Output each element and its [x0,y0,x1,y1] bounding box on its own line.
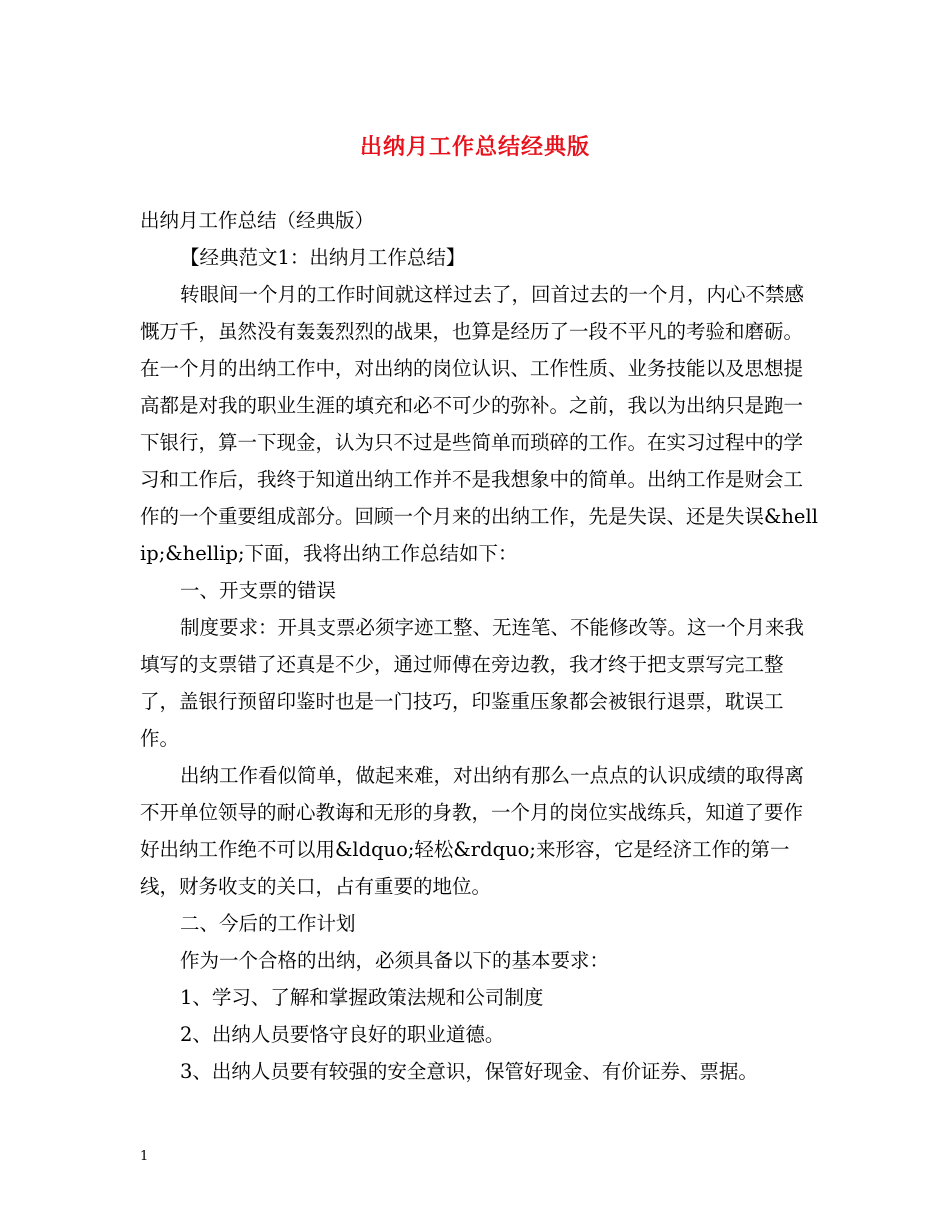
page-number: 1 [140,1149,149,1164]
document-body [140,202,820,1090]
list-item-2: 2、出纳人员要恪守良好的职业道德。 [180,1023,505,1046]
document-subtitle: 出纳月工作总结（经典版） [140,209,375,232]
list-item-1: 1、学习、了解和掌握政策法规和公司制度 [180,986,544,1009]
paragraph-intro: 转眼间一个月的工作时间就这样过去了，回首过去的一个月，内心不禁感慨万千，虽然没有轰轰烈烈的战果，也算是经历了一段不平凡的考验和磨砺。在一个月的出纳工作中，对出纳的岗位认识、工作性质、业务技能以及思想提高都是对我的职业生涯的填充和必不可少的弥补。之前，我以为出纳只是跑一下银行，算一下现金，认为只不过是些简单而琐碎的工作。在实习过程中的学习和工作后，我终于知道出纳工作并不是我想象中的简单。出纳工作是财会工作的一个重要组成部分。回顾一个月来的出纳工作，先是失误、还是失误&hellip;&hellip;下面，我将出纳工作总结如下： [140,283,818,565]
document-title: 出纳月工作总结经典版 [359,134,590,160]
section-heading: 【经典范文1：出纳月工作总结】 [180,246,466,269]
paragraph-cashier-reflection: 出纳工作看似简单，做起来难，对出纳有那么一点点的认识成绩的取得离不开单位领导的耐心教诲和无形的身教，一个月的岗位实战练兵，知道了要作好出纳工作绝不可以用&ldquo;轻松&rdquo;来形容，它是经济工作的第一线，财务收支的关口，占有重要的地位。 [140,764,805,898]
heading-future-plan: 二、今后的工作计划 [180,912,356,935]
list-item-3: 3、出纳人员要有较强的安全意识，保管好现金、有价证券、票据。 [180,1060,758,1083]
heading-cheque-errors: 一、开支票的错误 [180,579,337,602]
paragraph-cheque-requirements: 制度要求：开具支票必须字迹工整、无连笔、不能修改等。这一个月来我填写的支票错了还真是不少，通过师傅在旁边教，我才终于把支票写完工整了，盖银行预留印鉴时也是一门技巧，印鉴重压象都会被银行退票，耽误工作。 [140,616,805,750]
paragraph-requirements-intro: 作为一个合格的出纳，必须具备以下的基本要求： [180,949,610,972]
